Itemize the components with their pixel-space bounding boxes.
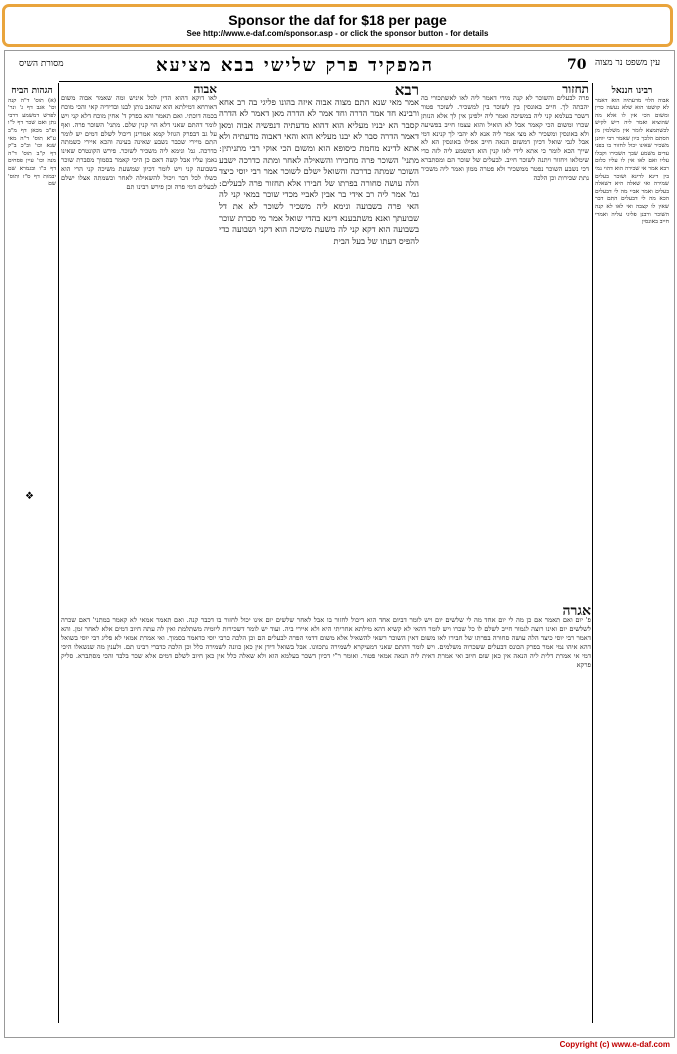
header-rule: [59, 81, 588, 82]
page-number: 70: [567, 57, 587, 73]
copyright-footer[interactable]: Copyright (c) www.e-daf.com: [559, 1040, 670, 1049]
sponsor-banner-title[interactable]: Sponsor the daf for $18 per page: [228, 12, 447, 28]
lower-commentary: [61, 607, 591, 1017]
rashi-column: [421, 85, 589, 565]
mesoret-label: מסורת השיס: [19, 59, 64, 69]
page-header: [5, 55, 674, 81]
divider-left: [58, 83, 59, 1023]
tosafot-lead-word: אבוה: [193, 85, 217, 96]
mesoret-margin: [8, 85, 56, 1025]
section-divider-icon: ❖: [25, 491, 34, 502]
ein-mishpat-margin: [595, 85, 669, 1025]
lower-lead-word: אגרה: [562, 607, 591, 619]
ein-mishpat-label: עין משפט נר מצוה: [595, 58, 661, 68]
rashi-text: פרה לבעלים והשוכר לא קנה מידי דאמר ליה לאו לאשתכורי בה יהבתה לך. חייב באונסין בין לשוכר בין למשכיר. לשוכר פטור דשכר בעלמא קני ליה במשיכה ואמר ליה ילפינן אין לך אלא הנותן שכרו ומשום הכי קאמר אבל לא הואיל והוא עצמו חייב בפשיעה ולא באונסין ומשכיר לא מצי אמר ליה אנא לא יהבי לך קנינא דמי אבל לגבי שואל דכיון דמשום הנאה חייב אפילו באונסין הא לא שייך הכא לומר כי אתא לידי לאו קנין הוא דמשמע ליה לזה כדי שימלאו ויחזור ויתנה לשוכר חייב. לבעלים של שוכר הם ומסתברא דכי נשבע השוכר נפטר ממשכיר ולא פטרה ממון ואמר ליה משכיר נתת שכירות וכן הלכה: [421, 93, 589, 183]
gemara-lead-word: רבא: [394, 85, 419, 99]
tosafot-text: לאו דוקא דהוא הדין לכל איניש ומה שאמר אבוה משום דאורחא דמילתא הוא שהאב נותן לבנו ובדידיה קאי והכי מוכח בכמה דוכתי. ואם תאמר והא בפרק ד' אחין מוכח דלא קני ויש לומר דהתם שאני דלא הוי קנין שלם. מתני' השוכר פרה. ואף על גב דבפרק הגוזל קמא אמרינן דיכול לשלם דמים יש לומר התם מיירי שכבר נשבע שאינה בעינה והכא איירי כשמתה כדרכה. גמ' ונימא ליה משכיר לשוכר. פירש הקונטרס שאינו נאמן עליו אבל קשה דאם כן היכי קאמר בסמוך מסברת שוכר בשבועה קני ויש לומר דכיון שמשעת משיכה קני הרי הוא כשלו לכל דבר ויכול להשאילה לאחר וכשמתה אצלו ישלם לבעלים דמי פרה וכן פירש רבינו תם: [61, 93, 217, 191]
sponsor-banner-subtitle[interactable]: See http://www.e-daf.com/sponsor.asp - or click the sponsor button - for details: [186, 29, 489, 38]
talmud-page: [4, 50, 675, 1038]
gemara-column: [219, 85, 419, 525]
tosafot-column: [61, 85, 217, 605]
hagahot-text: (א) תוס' ד"ה קנה וכו' אגב דף ג' ונר' לפרש דמשמע דרבי נתן ואם שכר דף ל"ו ופ"ב מכאן דף מ"ב ע"א תוס' ד"ה מאי שנא וכו' וכ"כ ב"ק דף ק"ב תוס' ד"ה מנה וכו' עיין פסחים דף כ"ו ובגמרא שם יבמות דף ס"ז ותוס' שם: [8, 97, 56, 188]
rabbeinu-chananel-heading: רבינו חננאל: [611, 86, 653, 96]
gemara-text: אמר מאי שנא התם מצוה אבוה איזה בהונו פליגי בה רב אחא ורבינא חד אמר הדרה וחד אמר לא הדרה מאן דאמר לא הדרה קסבר הא יבניו מעליא הוא דהוא מדעתיה דנפשיה אבוה ומאן דאמר הדרה סבר לא יבנו מעליא הוא והאי דאבוה מדעתיה ולא אתא לדינא מחמת כיסופא הוא ומשום הכי אוקי רבי מתניתין: מתני' השוכר פרה מחבירו והשאילה לאחר ומתה כדרכה ישבע השוכר שמתה כדרכה והשואל ישלם לשוכר אמר רבי יוסי כיצד הלה עושה סחורה בפרתו של חבירו אלא תחזור פרה לבעלים: גמ' אמר ליה רב אידי בר אבין לאביי מכדי שוכר במאי קני לה האי פרה בשבועה ונימא ליה משכיר לשוכר לא את דל שבועתך ואנא משתבענא דינא בהדי שואל אמר מי סברת שוכר בשבועה הוא דקא קני לה משעת משיכה הוא דקני ושבועה כדי להפיס דעתו של בעל הבית: [219, 96, 419, 246]
divider-right: [592, 83, 593, 1023]
lower-text: פ' יום ואם תאמר אם כן מה לי יום אחד מה לי שלשים יום ויש לומר דביום אחד הוא דיכול לחזור בו אבל לאחר שלשים יום אינו יכול לחזור בו דכבר קנה. ואם תאמר אמאי לא קאמר במתני' דאם שכרה לשלשים יום ואינו רוצה לגמור חייב לשלם לו כל שכרו ויש לומר דהאי לא קשיא דהא מילתא אחריתי היא ולא איירי ביה. ועוד יש לומר דשכירות ליומיה משתלמת ואין לה עתה חיוב דמים אלא לאחר זמן. והא דאמר רבי יוסי כיצד הלה עושה סחורה בפרתו של חבירו לאו משום דאין השוכר רשאי להשאיל אלא משום דדמי הפרה לבעלים הם וכן הלכה כרבי יוסי כדאמר בסמוך. ואי אמרת אמאי לא פליג רבי יוסי בשואל דהא איהו נמי אמר בפרק הכונס דבעלים ששכרוה משלמים. ויש לומר דהתם שאני דמעיקרא לשמירה נתכוונו. אבל בשואל דידן אין כאן כוונה לשמירה כלל וכן הלכה כדברי רבינו תם. ולענין מה שנשאלו היכי דמי אי אמרת דלית ליה הנאה אין כאן שום חיוב ואי אמרת דאית ליה הנאה אמאי פטור. ואומר ר"י דכיון דשכר בעלמא הוא ולא שאלה כלל אין כאן חיוב לשלם דמים אלא שכר בלבד והכי מסתברא. סליק פרקא: [61, 616, 591, 669]
page-title: המפקיד פרק שלישי בבא מציעא: [156, 55, 434, 76]
sponsor-banner[interactable]: [2, 4, 673, 47]
rabbeinu-chananel-text: אבוה הלוי מדעתיה הוא דאמר לא קושטו הוא שלא נעשה כדין ומשום הכי אין לו אלא מה שהוציא ואמר ליה ריש לקיש לכשתמצא לומר אין משלמין מן הסתם הלכך כיון שאמר רבי יוחנן משכיר שאינו יכול לחזור בו בפני עדים משמע שכך השכירו וקבלו עליו ואם לאו אין לו עליו כלום רבא אמר אי שכירה הוא דהוי נמי בין דינא לדינא ושוכר בעלים שמירה ואי שאלה היא דשאלה בעלים ואמר אביי מה לי דבעלים הכא מה לי דבעלים התם דבר שאין לו קצבה ואי לאו לא קנה השוכר ורבנן פליגי עליה ואמרי חייב באונסין: [595, 97, 669, 226]
rashi-lead-word: תחזור: [562, 85, 589, 96]
hagahot-heading: הגהות הביח: [11, 86, 53, 96]
